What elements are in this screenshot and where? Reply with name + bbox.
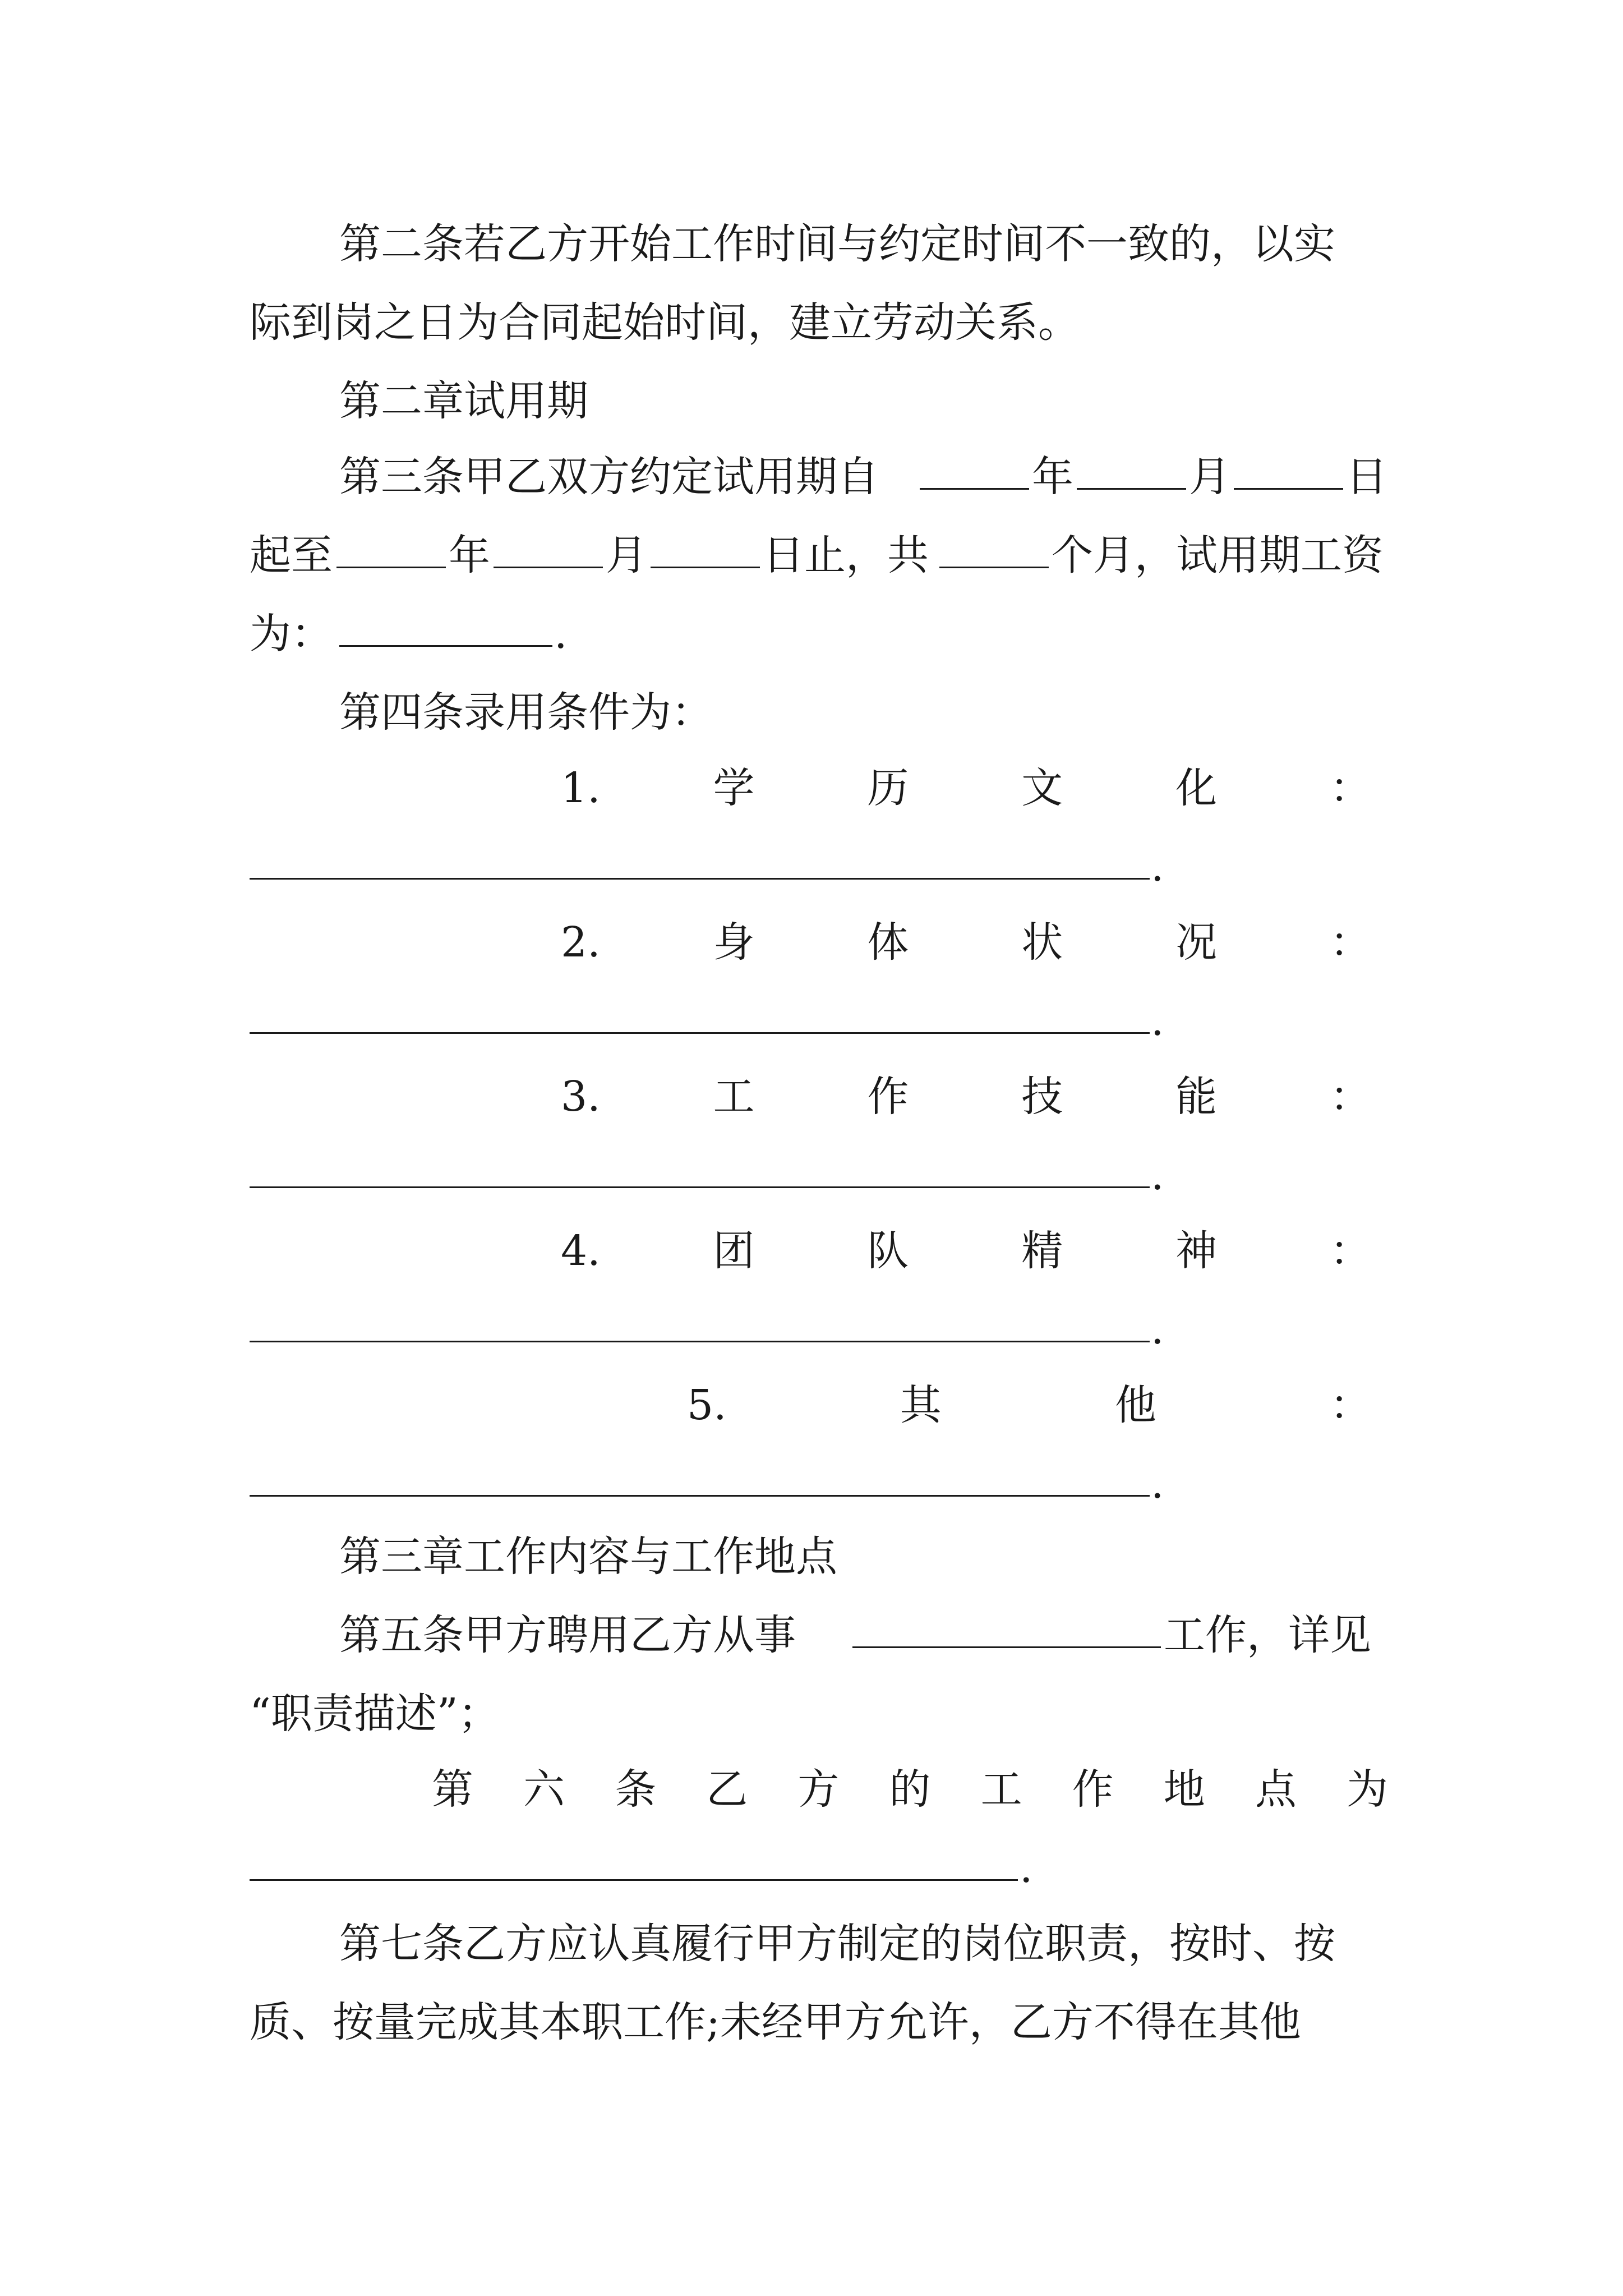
condition-2-char-3: 状 xyxy=(1021,918,1063,967)
condition-4-char-3: 精 xyxy=(1021,1227,1063,1275)
article-3-month-label: 月 xyxy=(1189,453,1230,501)
blank-end-day[interactable] xyxy=(651,567,760,568)
condition-1-char-4: 化 xyxy=(1175,764,1218,812)
article-3-end-day-label: 日止，共 xyxy=(763,531,929,579)
condition-1-char-2: 历 xyxy=(867,764,909,812)
chapter-2-title: 第二章试用期 xyxy=(339,377,588,425)
article-3-wage-period: . xyxy=(554,610,568,658)
condition-1-period: . xyxy=(1151,843,1164,891)
article-3-day-label: 日 xyxy=(1346,453,1387,501)
article-6-period: . xyxy=(1020,1844,1033,1892)
blank-job-title[interactable] xyxy=(852,1646,1161,1648)
article-5-text-b: 工作，详见 xyxy=(1164,1611,1371,1659)
article-3-text-a: 第三条甲乙双方约定试用期自 xyxy=(339,453,879,501)
article-6-line-1 xyxy=(432,1750,1388,1829)
condition-4-char-1: 团 xyxy=(713,1227,755,1275)
chapter-3-title: 第三章工作内容与工作地点 xyxy=(339,1533,837,1581)
condition-3-char-4: 能 xyxy=(1175,1073,1218,1121)
article-3-year-label: 年 xyxy=(1032,453,1073,501)
blank-start-month[interactable] xyxy=(1077,488,1186,490)
blank-months[interactable] xyxy=(939,567,1049,568)
blank-condition-4[interactable] xyxy=(250,1341,1150,1342)
condition-1-char-3: 文 xyxy=(1021,764,1063,812)
blank-end-year[interactable] xyxy=(336,567,446,568)
condition-3-period: . xyxy=(1151,1151,1164,1199)
condition-3-colon: ： xyxy=(1329,1073,1371,1121)
article-6-char: 六 xyxy=(523,1765,565,1814)
condition-3-char-3: 技 xyxy=(1021,1073,1063,1121)
blank-condition-5[interactable] xyxy=(250,1495,1150,1497)
article-3-end-year-label: 年 xyxy=(449,531,490,579)
article-6-char: 地 xyxy=(1163,1765,1205,1814)
condition-1-colon: ： xyxy=(1329,764,1371,812)
condition-2-label xyxy=(561,903,1371,982)
article-6-char: 第 xyxy=(432,1765,473,1814)
article-6-char: 条 xyxy=(615,1765,657,1814)
condition-1-char-1: 学 xyxy=(713,764,755,812)
blank-condition-3[interactable] xyxy=(250,1186,1150,1188)
article-3-text-b: 起至 xyxy=(250,531,333,579)
article-6-char: 方 xyxy=(797,1765,840,1814)
condition-2-char-1: 身 xyxy=(713,918,755,967)
condition-5-char-1: 其 xyxy=(900,1381,942,1429)
blank-start-day[interactable] xyxy=(1234,488,1343,490)
article-6-char: 工 xyxy=(980,1765,1022,1814)
condition-4-number: 4. xyxy=(561,1227,601,1275)
article-6-char: 为 xyxy=(1346,1765,1388,1814)
blank-start-year[interactable] xyxy=(920,488,1029,490)
condition-4-char-4: 神 xyxy=(1175,1227,1218,1275)
article-7-line-2: 质、按量完成其本职工作;未经甲方允许，乙方不得在其他 xyxy=(250,1998,1301,2046)
condition-3-number: 3. xyxy=(561,1073,601,1121)
condition-5-colon: ： xyxy=(1329,1381,1371,1429)
article-3-end-month-label: 月 xyxy=(606,531,647,579)
article-6-char: 的 xyxy=(889,1765,931,1814)
article-3-months-label: 个月，试用期工资 xyxy=(1052,531,1384,579)
article-6-char: 乙 xyxy=(706,1765,748,1814)
blank-end-month[interactable] xyxy=(494,567,603,568)
article-6-char: 点 xyxy=(1255,1765,1297,1814)
blank-condition-2[interactable] xyxy=(250,1032,1150,1034)
condition-2-period: . xyxy=(1151,997,1164,1045)
condition-2-char-4: 况 xyxy=(1175,918,1218,967)
condition-2-char-2: 体 xyxy=(867,918,909,967)
condition-3-label xyxy=(561,1057,1371,1136)
article-2-line-2: 际到岗之日为合同起始时间，建立劳动关系。 xyxy=(250,298,1080,347)
condition-5-period: . xyxy=(1151,1460,1164,1508)
condition-2-colon: ： xyxy=(1329,918,1371,967)
condition-2-number: 2. xyxy=(561,918,601,967)
condition-1-label xyxy=(561,749,1371,827)
article-4-title: 第四条录用条件为： xyxy=(339,688,713,737)
blank-condition-1[interactable] xyxy=(250,878,1150,880)
condition-4-period: . xyxy=(1151,1305,1164,1354)
condition-5-number: 5. xyxy=(687,1381,727,1429)
condition-1-number: 1. xyxy=(561,764,601,812)
condition-5-char-2: 他 xyxy=(1114,1381,1156,1429)
condition-3-char-1: 工 xyxy=(713,1073,755,1121)
article-2-line-1: 第二条若乙方开始工作时间与约定时间不一致的，以实 xyxy=(339,220,1335,268)
article-3-wage-label: 为： xyxy=(250,610,333,658)
condition-4-char-2: 队 xyxy=(867,1227,909,1275)
condition-5-label xyxy=(687,1366,1371,1444)
condition-4-label xyxy=(561,1212,1371,1290)
condition-4-colon: ： xyxy=(1329,1227,1371,1275)
article-5-line-2: “职责描述”； xyxy=(250,1690,500,1738)
article-6-char: 作 xyxy=(1072,1765,1114,1814)
condition-3-char-2: 作 xyxy=(867,1073,909,1121)
article-7-line-1: 第七条乙方应认真履行甲方制定的岗位职责，按时、按 xyxy=(339,1920,1335,1968)
blank-work-location[interactable] xyxy=(250,1879,1018,1881)
article-5-text-a: 第五条甲方聘用乙方从事 xyxy=(339,1611,796,1659)
blank-probation-wage[interactable] xyxy=(339,645,552,647)
